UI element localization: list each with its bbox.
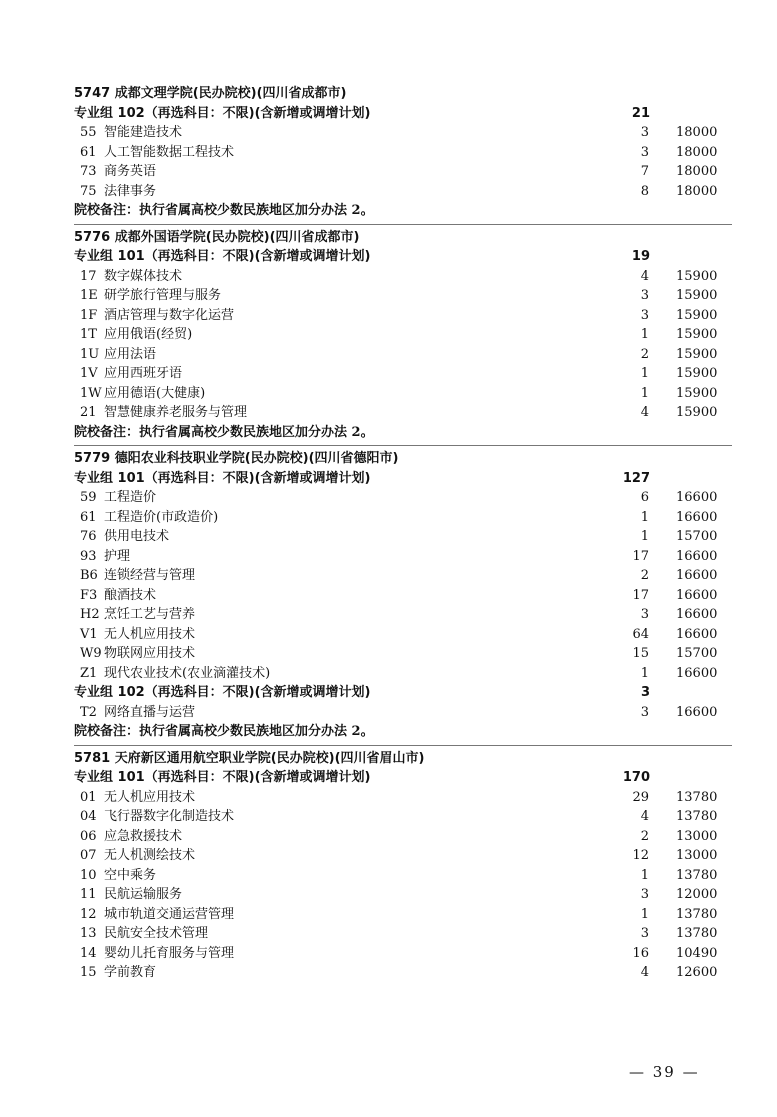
major-row (0, 944, 777, 964)
major-row (0, 508, 777, 528)
major-name: 无人机测绘技术 (104, 848, 196, 863)
major-code: 1V (80, 366, 98, 381)
major-tuition: 12000 (676, 887, 718, 902)
major-plan-count: 1 (640, 529, 649, 544)
major-code: 10 (80, 867, 97, 883)
major-plan-count: 17 (632, 548, 649, 564)
major-plan-count: 4 (640, 965, 649, 980)
major-name: 民航安全技术管理 (104, 926, 209, 941)
major-tuition: 13780 (676, 926, 718, 941)
major-code: 76 (80, 529, 97, 544)
major-plan-count: 3 (640, 926, 649, 941)
major-row (0, 162, 777, 182)
major-code: 13 (80, 926, 97, 941)
major-name: 学前教育 (104, 965, 157, 980)
major-name: 应用西班牙语 (104, 366, 183, 381)
major-tuition: 15700 (676, 529, 718, 544)
major-code: 73 (80, 164, 97, 179)
major-plan-count: 16 (632, 945, 649, 961)
major-plan-count: 3 (640, 607, 649, 622)
major-code: 1U (80, 346, 100, 362)
major-row (0, 644, 777, 664)
major-name: 空中乘务 (104, 867, 157, 883)
major-name: 城市轨道交通运营管理 (104, 906, 235, 922)
major-row (0, 625, 777, 645)
major-plan-count: 3 (640, 887, 649, 902)
group-label: 专业组 102（再选科目：不限)(含新增或调增计划) (74, 105, 371, 121)
major-name: 商务英语 (104, 164, 157, 179)
major-tuition: 16600 (676, 509, 718, 525)
school-note: 院校备注：执行省属高校少数民族地区加分办法 2。 (74, 424, 374, 440)
major-name: 网络直播与运营 (104, 704, 196, 720)
major-name: 民航运输服务 (104, 887, 183, 902)
major-code: 12 (80, 906, 97, 922)
major-row (0, 364, 777, 384)
section-divider (74, 745, 732, 746)
group-plan-count: 21 (631, 105, 650, 121)
major-plan-count: 7 (640, 164, 649, 179)
group-header (0, 768, 777, 788)
major-plan-count: 1 (640, 906, 649, 922)
major-tuition: 16600 (676, 665, 718, 681)
group-label: 专业组 101（再选科目：不限)(含新增或调增计划) (74, 470, 371, 486)
major-name: 应急救援技术 (104, 828, 183, 844)
major-row (0, 963, 777, 983)
major-name: 工程造价 (104, 490, 157, 505)
major-plan-count: 17 (632, 587, 649, 603)
major-plan-count: 8 (640, 183, 649, 199)
major-code: 1E (80, 288, 98, 303)
major-tuition: 15900 (676, 346, 718, 362)
major-row (0, 885, 777, 905)
major-code: 59 (80, 490, 97, 505)
major-plan-count: 3 (640, 307, 649, 323)
school-title: 5781 天府新区通用航空职业学院(民办院校)(四川省眉山市) (74, 750, 425, 766)
major-plan-count: 12 (632, 848, 649, 863)
major-code: W9 (80, 646, 102, 661)
group-label: 专业组 101（再选科目：不限)(含新增或调增计划) (74, 770, 371, 785)
school-block (0, 449, 777, 742)
major-row (0, 267, 777, 287)
major-tuition: 13780 (676, 789, 718, 805)
major-name: 酿酒技术 (104, 587, 157, 603)
major-code: 75 (80, 183, 97, 199)
major-tuition: 15900 (676, 327, 718, 342)
major-tuition: 10490 (676, 945, 718, 961)
group-plan-count: 19 (631, 249, 650, 264)
major-name: 智慧健康养老服务与管理 (104, 405, 248, 420)
major-plan-count: 1 (640, 509, 649, 525)
major-row (0, 605, 777, 625)
major-plan-count: 6 (640, 490, 649, 505)
major-tuition: 15900 (676, 366, 718, 381)
major-row (0, 143, 777, 163)
major-code: 61 (80, 144, 97, 160)
major-row (0, 488, 777, 508)
school-title: 5779 德阳农业科技职业学院(民办院校)(四川省德阳市) (74, 451, 399, 466)
major-plan-count: 3 (640, 125, 649, 140)
major-code: 1F (80, 307, 98, 323)
major-plan-count: 4 (640, 809, 649, 824)
major-code: 17 (80, 268, 97, 284)
major-row (0, 527, 777, 547)
major-row (0, 807, 777, 827)
group-label: 专业组 101（再选科目：不限)(含新增或调增计划) (74, 249, 371, 264)
group-label: 专业组 102（再选科目：不限)(含新增或调增计划) (74, 685, 371, 700)
major-tuition: 15900 (676, 307, 718, 323)
major-plan-count: 4 (640, 405, 649, 420)
school-note: 院校备注：执行省属高校少数民族地区加分办法 2。 (74, 724, 374, 739)
major-tuition: 15900 (676, 385, 718, 401)
school-title: 5776 成都外国语学院(民办院校)(四川省成都市) (74, 229, 360, 245)
major-name: 研学旅行管理与服务 (104, 288, 222, 303)
major-name: 飞行器数字化制造技术 (104, 809, 235, 824)
major-tuition: 18000 (676, 144, 718, 160)
major-code: F3 (80, 587, 98, 603)
major-plan-count: 1 (640, 385, 649, 401)
section-divider (74, 445, 732, 446)
major-row (0, 306, 777, 326)
major-name: 工程造价(市政造价) (104, 509, 219, 525)
major-name: 无人机应用技术 (104, 789, 196, 805)
major-row (0, 664, 777, 684)
major-tuition: 18000 (676, 125, 718, 140)
major-row (0, 788, 777, 808)
major-plan-count: 1 (640, 327, 649, 342)
major-name: 物联网应用技术 (104, 646, 196, 661)
major-tuition: 16600 (676, 626, 718, 642)
major-code: 55 (80, 125, 97, 140)
major-tuition: 13780 (676, 906, 718, 922)
major-code: 11 (80, 887, 97, 902)
major-code: 01 (80, 789, 97, 805)
school-title: 5747 成都文理学院(民办院校)(四川省成都市) (74, 86, 347, 101)
major-tuition: 13000 (676, 828, 718, 844)
major-tuition: 18000 (676, 164, 718, 179)
school-block (0, 749, 777, 983)
major-name: 护理 (104, 548, 131, 564)
group-header (0, 683, 777, 703)
school-note: 院校备注：执行省属高校少数民族地区加分办法 2。 (74, 203, 374, 218)
major-row (0, 866, 777, 886)
major-name: 烹饪工艺与营养 (104, 607, 196, 622)
major-tuition: 15900 (676, 405, 718, 420)
major-plan-count: 64 (632, 626, 649, 642)
group-header (0, 469, 777, 489)
major-plan-count: 1 (640, 665, 649, 681)
school-block (0, 84, 777, 221)
major-code: 04 (80, 809, 97, 824)
major-plan-count: 15 (632, 646, 649, 661)
major-tuition: 15700 (676, 646, 718, 661)
school-block (0, 228, 777, 443)
major-row (0, 345, 777, 365)
major-row (0, 827, 777, 847)
group-header (0, 247, 777, 267)
major-code: 21 (80, 405, 97, 420)
group-plan-count: 170 (622, 770, 650, 785)
major-tuition: 12600 (676, 965, 718, 980)
major-name: 法律事务 (104, 183, 157, 199)
major-row (0, 384, 777, 404)
major-tuition: 16600 (676, 607, 718, 622)
major-name: 酒店管理与数字化运营 (104, 307, 235, 323)
major-tuition: 18000 (676, 183, 718, 199)
major-tuition: 16600 (676, 568, 718, 583)
major-name: 婴幼儿托育服务与管理 (104, 945, 235, 961)
major-name: 智能建造技术 (104, 125, 183, 140)
major-plan-count: 2 (640, 568, 649, 583)
major-row (0, 703, 777, 723)
major-row (0, 403, 777, 423)
major-code: 1W (80, 385, 102, 401)
group-header (0, 104, 777, 124)
section-divider (74, 224, 732, 225)
major-row (0, 286, 777, 306)
major-name: 应用俄语(经贸) (104, 327, 193, 342)
major-name: 供用电技术 (104, 529, 170, 544)
major-code: 61 (80, 509, 97, 525)
major-name: 人工智能数据工程技术 (104, 144, 235, 160)
major-plan-count: 2 (640, 828, 649, 844)
major-code: 07 (80, 848, 97, 863)
major-code: 14 (80, 945, 97, 961)
major-name: 应用法语 (104, 346, 157, 362)
major-code: 1T (80, 327, 97, 342)
major-name: 无人机应用技术 (104, 626, 196, 642)
major-name: 应用德语(大健康) (104, 385, 206, 401)
major-tuition: 13780 (676, 809, 718, 824)
page-number: — 39 — (629, 1063, 700, 1081)
major-name: 连锁经营与管理 (104, 568, 196, 583)
major-row (0, 123, 777, 143)
major-plan-count: 1 (640, 366, 649, 381)
major-plan-count: 2 (640, 346, 649, 362)
major-tuition: 16600 (676, 548, 718, 564)
group-plan-count: 3 (640, 685, 650, 700)
major-code: Z1 (80, 665, 98, 681)
major-row (0, 905, 777, 925)
major-tuition: 13000 (676, 848, 718, 863)
major-plan-count: 29 (632, 789, 649, 805)
major-row (0, 182, 777, 202)
major-code: 15 (80, 965, 97, 980)
group-plan-count: 127 (622, 470, 650, 486)
major-plan-count: 4 (640, 268, 649, 284)
major-row (0, 325, 777, 345)
major-code: B6 (80, 568, 98, 583)
major-tuition: 13780 (676, 867, 718, 883)
major-row (0, 586, 777, 606)
major-tuition: 16600 (676, 490, 718, 505)
major-tuition: 15900 (676, 268, 718, 284)
major-tuition: 16600 (676, 704, 718, 720)
major-tuition: 15900 (676, 288, 718, 303)
major-code: 06 (80, 828, 97, 844)
major-name: 现代农业技术(农业滴灌技术) (104, 665, 271, 681)
major-tuition: 16600 (676, 587, 718, 603)
major-code: V1 (80, 626, 98, 642)
major-row (0, 566, 777, 586)
major-row (0, 547, 777, 567)
major-code: T2 (80, 704, 97, 720)
major-plan-count: 3 (640, 144, 649, 160)
major-code: 93 (80, 548, 97, 564)
major-plan-count: 3 (640, 288, 649, 303)
major-row (0, 924, 777, 944)
major-row (0, 846, 777, 866)
major-code: H2 (80, 607, 100, 622)
admission-plan-list (0, 84, 777, 983)
major-name: 数字媒体技术 (104, 268, 183, 284)
major-plan-count: 3 (640, 704, 649, 720)
major-plan-count: 1 (640, 867, 649, 883)
